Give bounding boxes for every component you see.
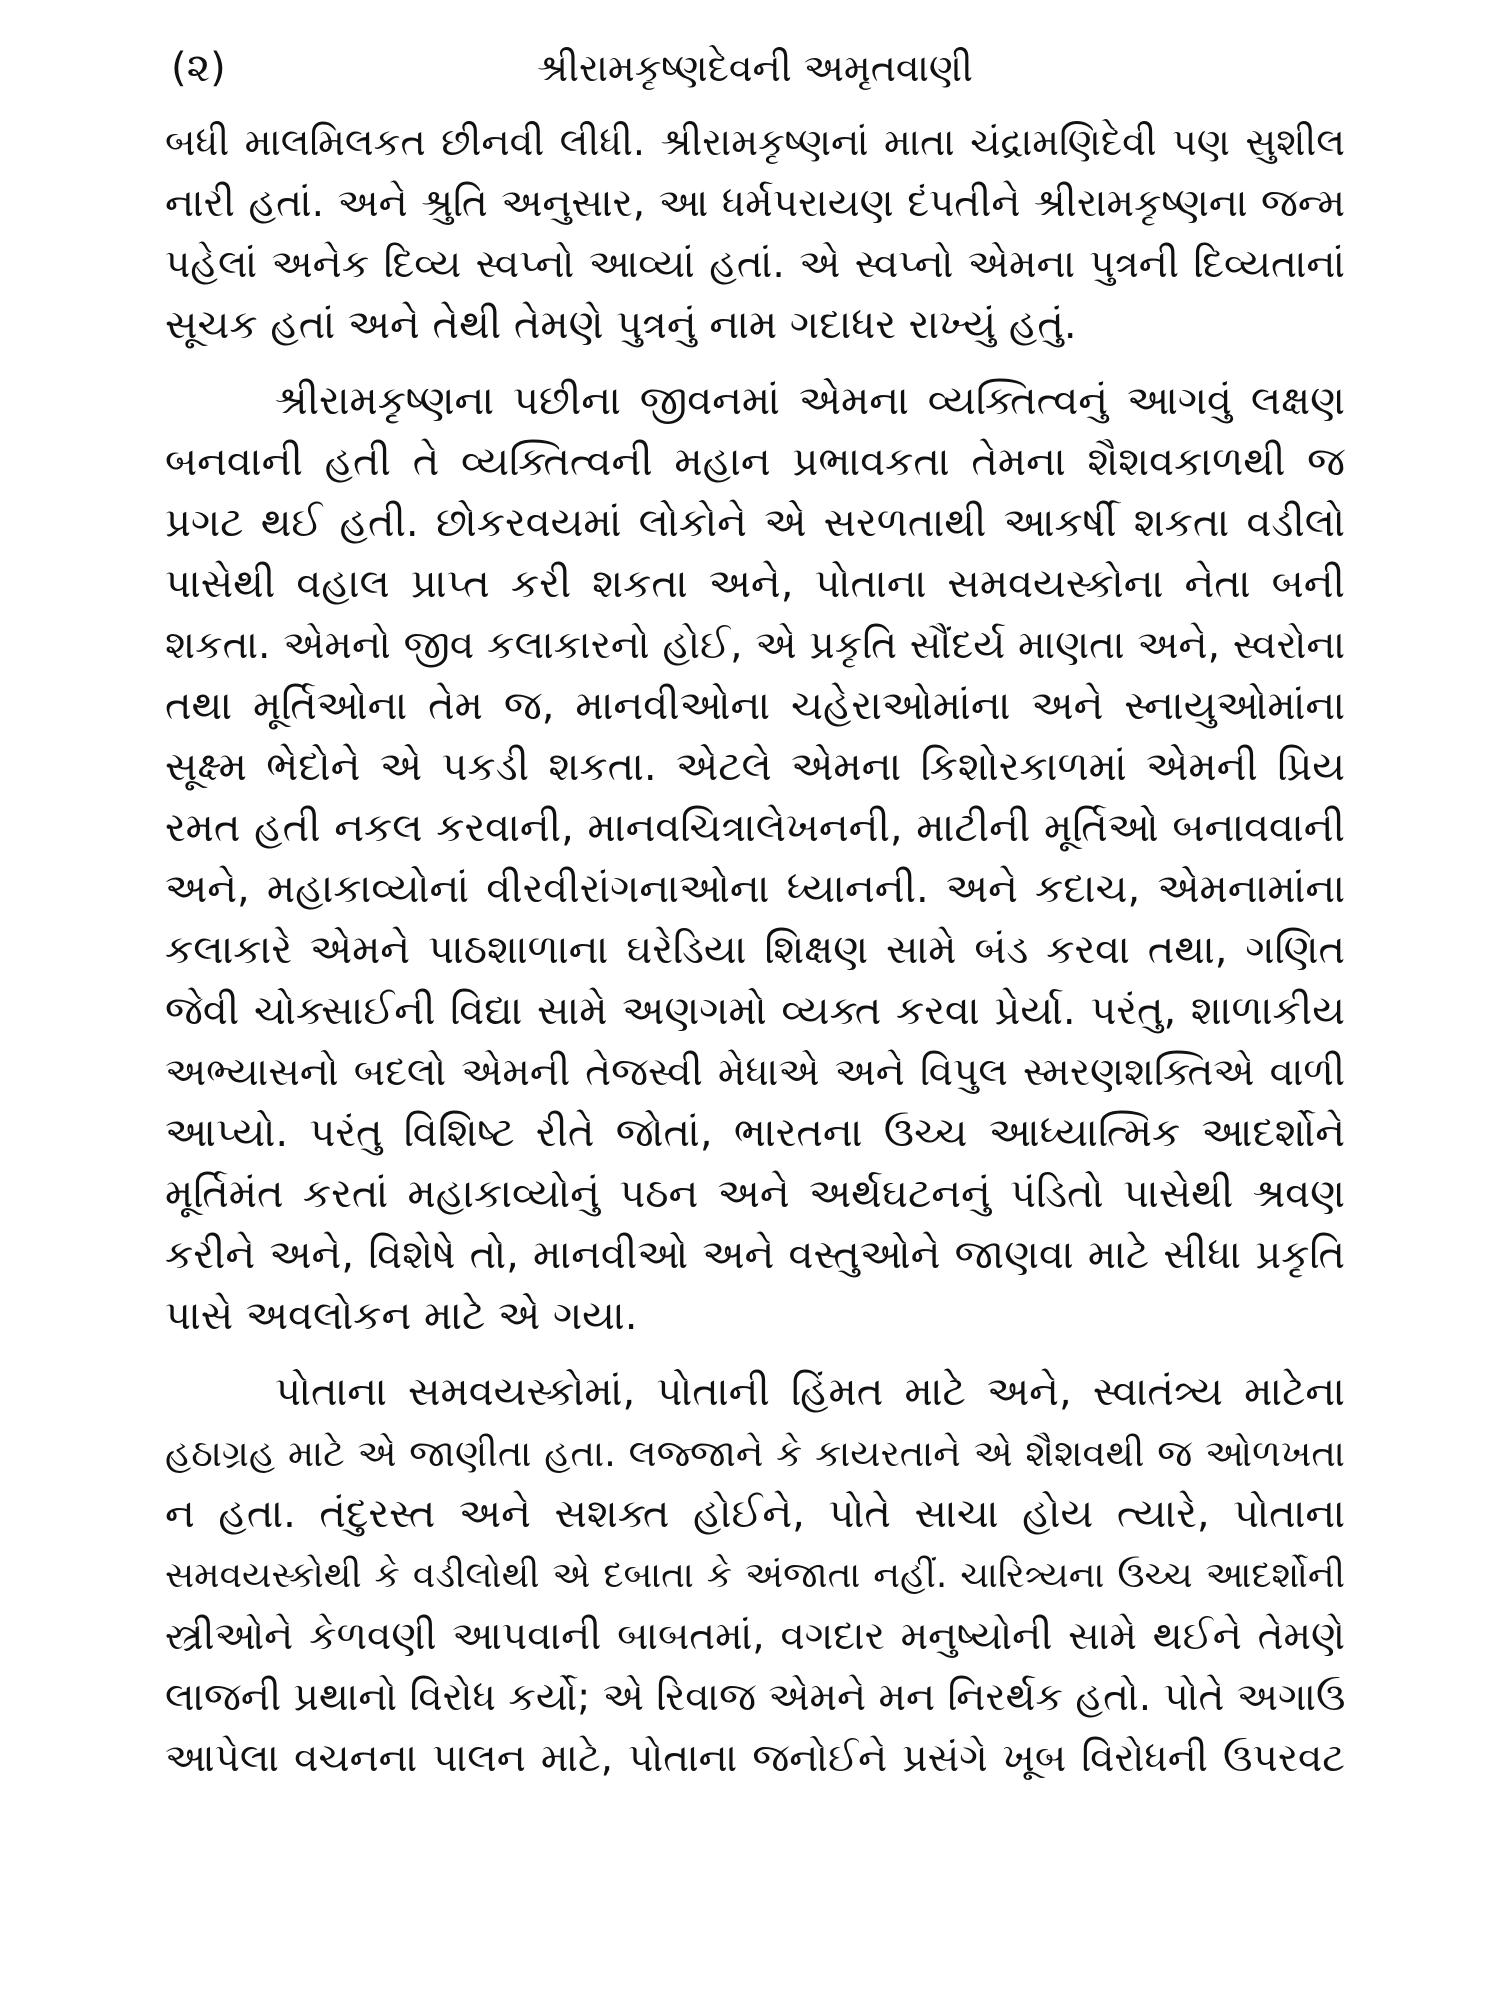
text-line: બનવાની હતી તે વ્યક્તિત્વની મહાન પ્રભાવકતા તેમના શૈશવકાળથી જ bbox=[165, 439, 1345, 485]
page-number: (૨) bbox=[171, 45, 226, 91]
text-line: શકતા. એમનો જીવ કલાકારનો હોઈ, એ પ્રકૃતિ સૌંદર્ય માણતા અને, સ્વરોના bbox=[165, 623, 1345, 668]
paragraph-gap bbox=[165, 1347, 1345, 1362]
text-line: સ્ત્રીઓને કેળવણી આપવાની બાબતમાં, વગદાર મનુષ્યોની સામે થઈને તેમણે bbox=[165, 1614, 1345, 1659]
text-line: હઠાગ્રહ માટે એ જાણીતા હતા. લજ્જાને કે કાયરતાને એ શૈશવથી જ ઓળખતા bbox=[165, 1432, 1345, 1475]
text-line: આપ્યો. પરંતુ વિશિષ્ટ રીતે જોતાં, ભારતના ઉચ્ચ આધ્યાત્મિક આદર્શોને bbox=[165, 1110, 1345, 1156]
page-header bbox=[165, 38, 1345, 98]
text-line: કરીને અને, વિશેષે તો, માનવીઓ અને વસ્તુઓને જાણવા માટે સીધા પ્રકૃતિ bbox=[165, 1232, 1345, 1278]
text-line: પાસેથી વહાલ પ્રાપ્ત કરી શકતા અને, પોતાના સમવયસ્કોના નેતા બની bbox=[165, 561, 1345, 607]
text-line: સમવયસ્કોથી કે વડીલોથી એ દબાતા કે અંજાતા નહીં. ચારિત્ર્યના ઉચ્ચ આદર્શોની bbox=[165, 1555, 1345, 1596]
text-line: લાજની પ્રથાનો વિરોધ કર્યો; એ રિવાજ એમને મન નિરર્થક હતો. પોતે અગાઉ bbox=[165, 1675, 1346, 1720]
text-line: આપેલા વચનના પાલન માટે, પોતાના જનોઈને પ્રસંગે ખૂબ વિરોધની ઉપરવટ bbox=[165, 1736, 1345, 1781]
text-line: રમત હતી નકલ કરવાની, માનવચિત્રાલેખનની, માટીની મૂર્તિઓ બનાવવાની bbox=[165, 805, 1345, 851]
text-line: તથા મૂર્તિઓના તેમ જ, માનવીઓના ચહેરાઓમાંના અને સ્નાયુઓમાંના bbox=[165, 683, 1345, 729]
body-text bbox=[165, 112, 1345, 1789]
text-line: સૂચક હતાં અને તેથી તેમણે પુત્રનું નામ ગદાધર રાખ્યું હતું. bbox=[165, 302, 1077, 348]
text-line: શ્રીરામકૃષ્ણના પછીના જીવનમાં એમના વ્યક્તિત્વનું આગવું લક્ષણ bbox=[275, 378, 1345, 424]
text-line: પહેલાં અનેક દિવ્ય સ્વપ્નો આવ્યાં હતાં. એ સ્વપ્નો એમના પુત્રની દિવ્યતાનાં bbox=[165, 242, 1345, 287]
paragraph-3 bbox=[165, 1362, 1345, 1789]
running-title: શ્રીરામકૃષ્ણદેવની અમૃતવાણી bbox=[537, 46, 973, 90]
text-line: ન હતા. તંદુરસ્ત અને સશક્ત હોઈને, પોતે સાચા હોય ત્યારે, પોતાના bbox=[165, 1491, 1345, 1537]
paragraph-1 bbox=[165, 112, 1345, 356]
text-line: અભ્યાસનો બદલો એમની તેજસ્વી મેધાએ અને વિપુલ સ્મરણશક્તિએ વાળી bbox=[165, 1050, 1345, 1095]
text-line: સૂક્ષ્મ ભેદોને એ પકડી શકતા. એટલે એમના કિશોરકાળમાં એમની પ્રિય bbox=[165, 744, 1345, 790]
text-line: કલાકારે એમને પાઠશાળાના ઘરેડિયા શિક્ષણ સામે બંડ કરવા તથા, ગણિત bbox=[165, 927, 1345, 973]
text-line: પાસે અવલોકન માટે એ ગયા. bbox=[165, 1293, 638, 1339]
paragraph-gap bbox=[165, 356, 1345, 371]
text-line: જેવી ચોક્સાઈની વિદ્યા સામે અણગમો વ્યક્ત કરવા પ્રેર્યા. પરંતુ, શાળાકીય bbox=[165, 988, 1345, 1034]
paragraph-2 bbox=[165, 371, 1345, 1347]
text-line: નારી હતાં. અને શ્રુતિ અનુસાર, આ ધર્મપરાયણ દંપતીને શ્રીરામકૃષ્ણના જન્મ bbox=[165, 181, 1345, 226]
text-line: મૂર્તિમંત કરતાં મહાકાવ્યોનું પઠન અને અર્થઘટનનું પંડિતો પાસેથી શ્રવણ bbox=[165, 1171, 1345, 1217]
text-line: પોતાના સમવયસ્કોમાં, પોતાની હિંમત માટે અને, સ્વાતંત્ર્ય માટેના bbox=[275, 1369, 1345, 1415]
text-line: પ્રગટ થઈ હતી. છોકરવયમાં લોકોને એ સરળતાથી આકર્ષી શકતા વડીલો bbox=[165, 500, 1346, 546]
text-line: બધી માલમિલકત છીનવી લીધી. શ્રીરામકૃષ્ણનાં માતા ચંદ્રામણિદેવી પણ સુશીલ bbox=[165, 120, 1345, 164]
text-line: અને, મહાકાવ્યોનાં વીરવીરાંગનાઓના ધ્યાનની. અને કદાચ, એમનામાંના bbox=[165, 866, 1345, 912]
